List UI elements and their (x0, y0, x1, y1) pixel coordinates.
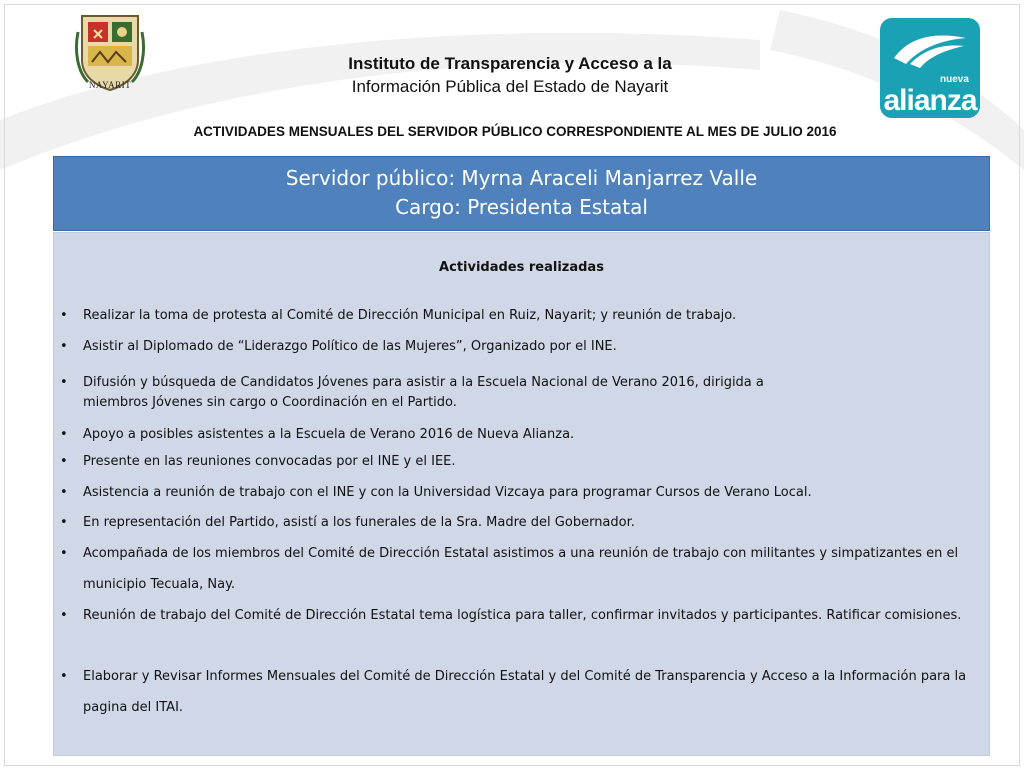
report-title: ACTIVIDADES MENSUALES DEL SERVIDOR PÚBLICO CORRESPONDIENTE AL MES DE JULIO 2016 (193, 124, 837, 139)
list-item (60, 538, 980, 600)
activity-text: Apoyo a posibles asistentes a la Escuela de Verano 2016 de Nueva Alianza. (83, 427, 575, 442)
list-item (60, 306, 980, 326)
institute-title-line2: Información Pública del Estado de Nayarit (351, 77, 669, 96)
servidor-banner (53, 156, 990, 231)
activity-text: Reunión de trabajo del Comité de Dirección Estatal tema logística para taller, confirmar invitados y participantes. Ratificar comisiones. (83, 608, 962, 623)
bullet: • (60, 546, 68, 561)
bullet: • (60, 454, 68, 469)
servidor-name: Servidor público: Myrna Araceli Manjarrez Valle (285, 166, 758, 190)
list-item (60, 483, 980, 503)
bullet: • (60, 669, 68, 684)
logo-word-nueva: nueva (940, 74, 969, 85)
bullet: • (60, 339, 68, 354)
cargo-label: Cargo: Presidenta Estatal (395, 195, 648, 219)
activity-text: Asistencia a reunión de trabajo con el INE y con la Universidad Vizcaya para programar Cursos de Verano Local. (83, 485, 812, 500)
list-item (60, 452, 980, 472)
list-item (60, 337, 980, 357)
bullet: • (60, 515, 68, 530)
activities-panel (53, 232, 990, 756)
activity-text: En representación del Partido, asistí a los funerales de la Sra. Madre del Gobernador. (83, 515, 635, 530)
list-item (60, 425, 980, 445)
activity-text: Realizar la toma de protesta al Comité de Dirección Municipal en Ruiz, Nayarit; y reunión de trabajo. (83, 308, 737, 323)
list-item (60, 373, 830, 413)
institute-title-line1: Instituto de Transparencia y Acceso a la (348, 54, 672, 73)
list-item (60, 661, 980, 723)
list-item (60, 513, 980, 533)
activities-title: Actividades realizadas (439, 260, 604, 275)
bullet: • (60, 308, 68, 323)
bullet: • (60, 485, 68, 500)
seal-caption: NAYARIT (88, 80, 132, 90)
activity-text: Asistir al Diplomado de “Liderazgo Político de las Mujeres”, Organizado por el INE. (83, 339, 617, 354)
activity-text: Difusión y búsqueda de Candidatos Jóvenes para asistir a la Escuela Nacional de Verano 2016, dirigida a miembros Jóvenes sin cargo o Coordinación en el Partido. (83, 375, 764, 410)
logo-word-alianza: alianza (883, 84, 977, 117)
activity-text: Acompañada de los miembros del Comité de Dirección Estatal asistimos a una reunión de trabajo con militantes y simpatizantes en el municipio Tecuala, Nay. (83, 546, 959, 592)
activity-text: Elaborar y Revisar Informes Mensuales del Comité de Dirección Estatal y del Comité de Transparencia y Acceso a la Información para la pagina del ITAI. (83, 669, 967, 715)
bird-swoosh-icon (880, 18, 980, 78)
list-item (60, 600, 980, 631)
nueva-alianza-logo (880, 18, 980, 118)
bullet: • (60, 427, 68, 442)
activity-text: Presente en las reuniones convocadas por el INE y el IEE. (83, 454, 456, 469)
bullet: • (60, 375, 68, 390)
bullet: • (60, 608, 68, 623)
